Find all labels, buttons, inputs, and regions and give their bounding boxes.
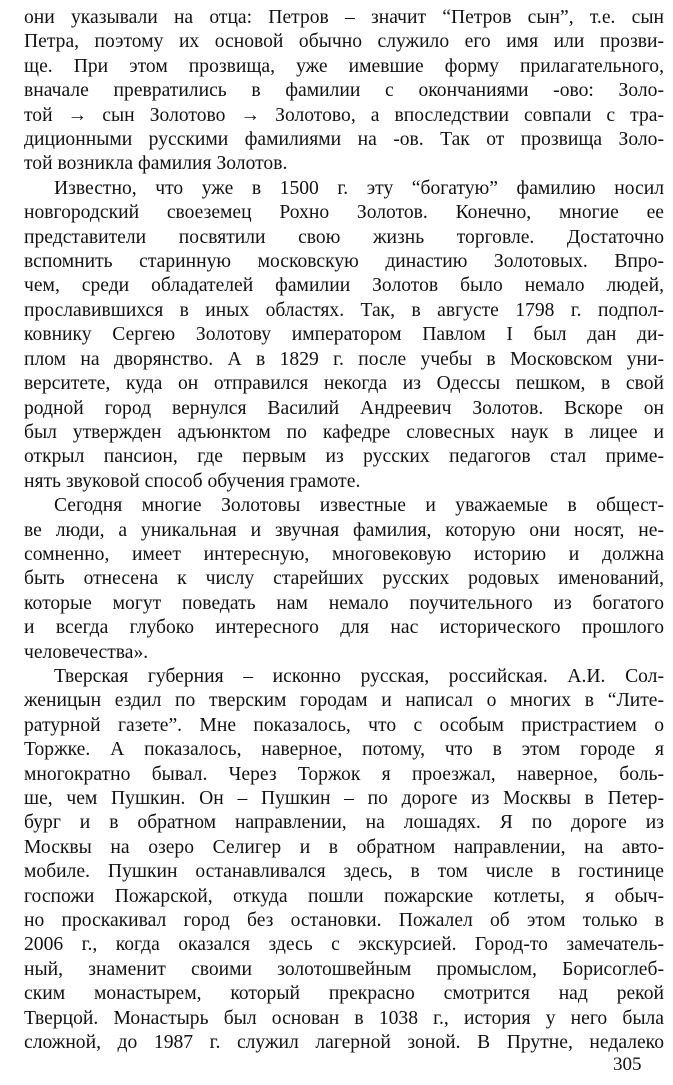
text-line: нять звуковой способ обучения грамоте. xyxy=(24,470,361,492)
text-line: бург и в обратном направлении, на лошадях. Я по дороге из xyxy=(24,812,664,834)
text-line: 2006 г., когда оказался здесь с экскурсией. Город-то замечатель- xyxy=(24,934,664,956)
text-line: представители посвятили свою жизнь торговле. Достаточно xyxy=(24,226,664,248)
text-line: ный, знаменит своими золотошвейным промыслом, Борисоглеб- xyxy=(24,958,664,980)
text-line: сложной, до 1987 г. служил лагерной зоной. В Прутне, недалеко xyxy=(24,1032,664,1054)
text-line: сомненно, имеет интересную, многовековую историю и должна xyxy=(24,543,664,565)
text-line: мобиле. Пушкин останавливался здесь, в том числе в гостинице xyxy=(24,861,664,883)
paragraph-1 xyxy=(24,6,664,177)
text-line: родной город вернулся Василий Андреевич Золотов. Вскоре он xyxy=(24,397,664,419)
text-line: вспомнить старинную московскую династию Золотовых. Впро- xyxy=(24,251,664,273)
text-line: ще. При этом прозвища, уже имевшие форму прилагательного, xyxy=(24,55,664,77)
text-line: диционными русскими фамилиями на -ов. Так от прозвища Золо- xyxy=(24,129,664,151)
paragraph-2 xyxy=(24,177,664,494)
text-line: Сегодня многие Золотовы известные и уважаемые в общест- xyxy=(54,495,664,517)
text-line: плом на дворянство. А в 1829 г. после учебы в Московском уни- xyxy=(24,348,664,370)
text-line: женицын ездил по тверским городам и написал о многих в “Лите- xyxy=(24,690,664,712)
text-line: чем, среди обладателей фамилии Золотов было немало людей, xyxy=(24,275,664,297)
text-line: ковнику Сергею Золотову императором Павлом I был дан ди- xyxy=(24,324,664,346)
paragraph-4 xyxy=(24,665,664,1056)
text-line: которые могут поведать нам немало поучительного из богатого xyxy=(24,592,664,614)
paragraph-3 xyxy=(24,494,664,665)
text-line: вначале превратились в фамилии с окончаниями -ово: Золо- xyxy=(24,80,664,102)
text-line: той возникла фамилия Золотов. xyxy=(24,153,288,175)
text-line: ским монастырем, который прекрасно смотрится над рекой xyxy=(24,983,664,1005)
page-number: 305 xyxy=(613,1054,642,1075)
text-line: они указывали на отца: Петров – значит “Петров сын”, т.е. сын xyxy=(24,7,664,28)
text-line: ше, чем Пушкин. Он – Пушкин – по дороге из Москвы в Петер- xyxy=(24,788,664,809)
text-line: верситете, куда он отправился некогда из Одессы пешком, в свой xyxy=(24,373,664,395)
page-text xyxy=(24,6,664,1055)
text-line: и всегда глубоко интересного для нас исторического прошлого xyxy=(24,617,664,639)
text-line: Тверская губерния – исконно русская, российская. А.И. Сол- xyxy=(54,665,664,687)
text-line: человечества». xyxy=(24,641,149,663)
text-line: Торжке. А показалось, наверное, потому, что в этом городе я xyxy=(24,739,664,761)
text-line: Тверцой. Монастырь был основан в 1038 г., история у него была xyxy=(24,1007,664,1029)
text-line: открыл пансион, где первым из русских педагогов стал приме- xyxy=(24,446,664,468)
text-line: ратурной газете”. Мне показалось, что с особым пристрастием о xyxy=(24,714,664,736)
text-line: Петра, поэтому их основой обычно служило его имя или прозви- xyxy=(24,31,664,53)
text-line: быть отнесена к числу старейших русских родовых именований, xyxy=(24,568,664,590)
text-line: Известно, что уже в 1500 г. эту “богатую” фамилию носил xyxy=(54,177,664,199)
text-line: новгородский своеземец Рохно Золотов. Конечно, многие ее xyxy=(24,202,664,224)
text-line: Москвы на озеро Селигер и в обратном направлении, на авто- xyxy=(24,836,664,858)
text-line: был утвержден адъюнктом по кафедре словесных наук в лицее и xyxy=(24,421,664,443)
text-line: но проскакивал город без остановки. Пожалел об этом только в xyxy=(24,910,664,932)
text-line: той → сын Золотово → Золотово, а впоследствии совпали с тра- xyxy=(24,104,664,126)
text-line: многократно бывал. Через Торжок я проезжал, наверное, боль- xyxy=(24,763,664,785)
text-line: госпожи Пожарской, откуда пошли пожарские котлеты, я обыч- xyxy=(24,885,664,907)
text-line: ве люди, а уникальная и звучная фамилия, которую они носят, не- xyxy=(24,519,664,541)
text-line: прославившихся в иных областях. Так, в августе 1798 г. подпол- xyxy=(24,299,664,321)
